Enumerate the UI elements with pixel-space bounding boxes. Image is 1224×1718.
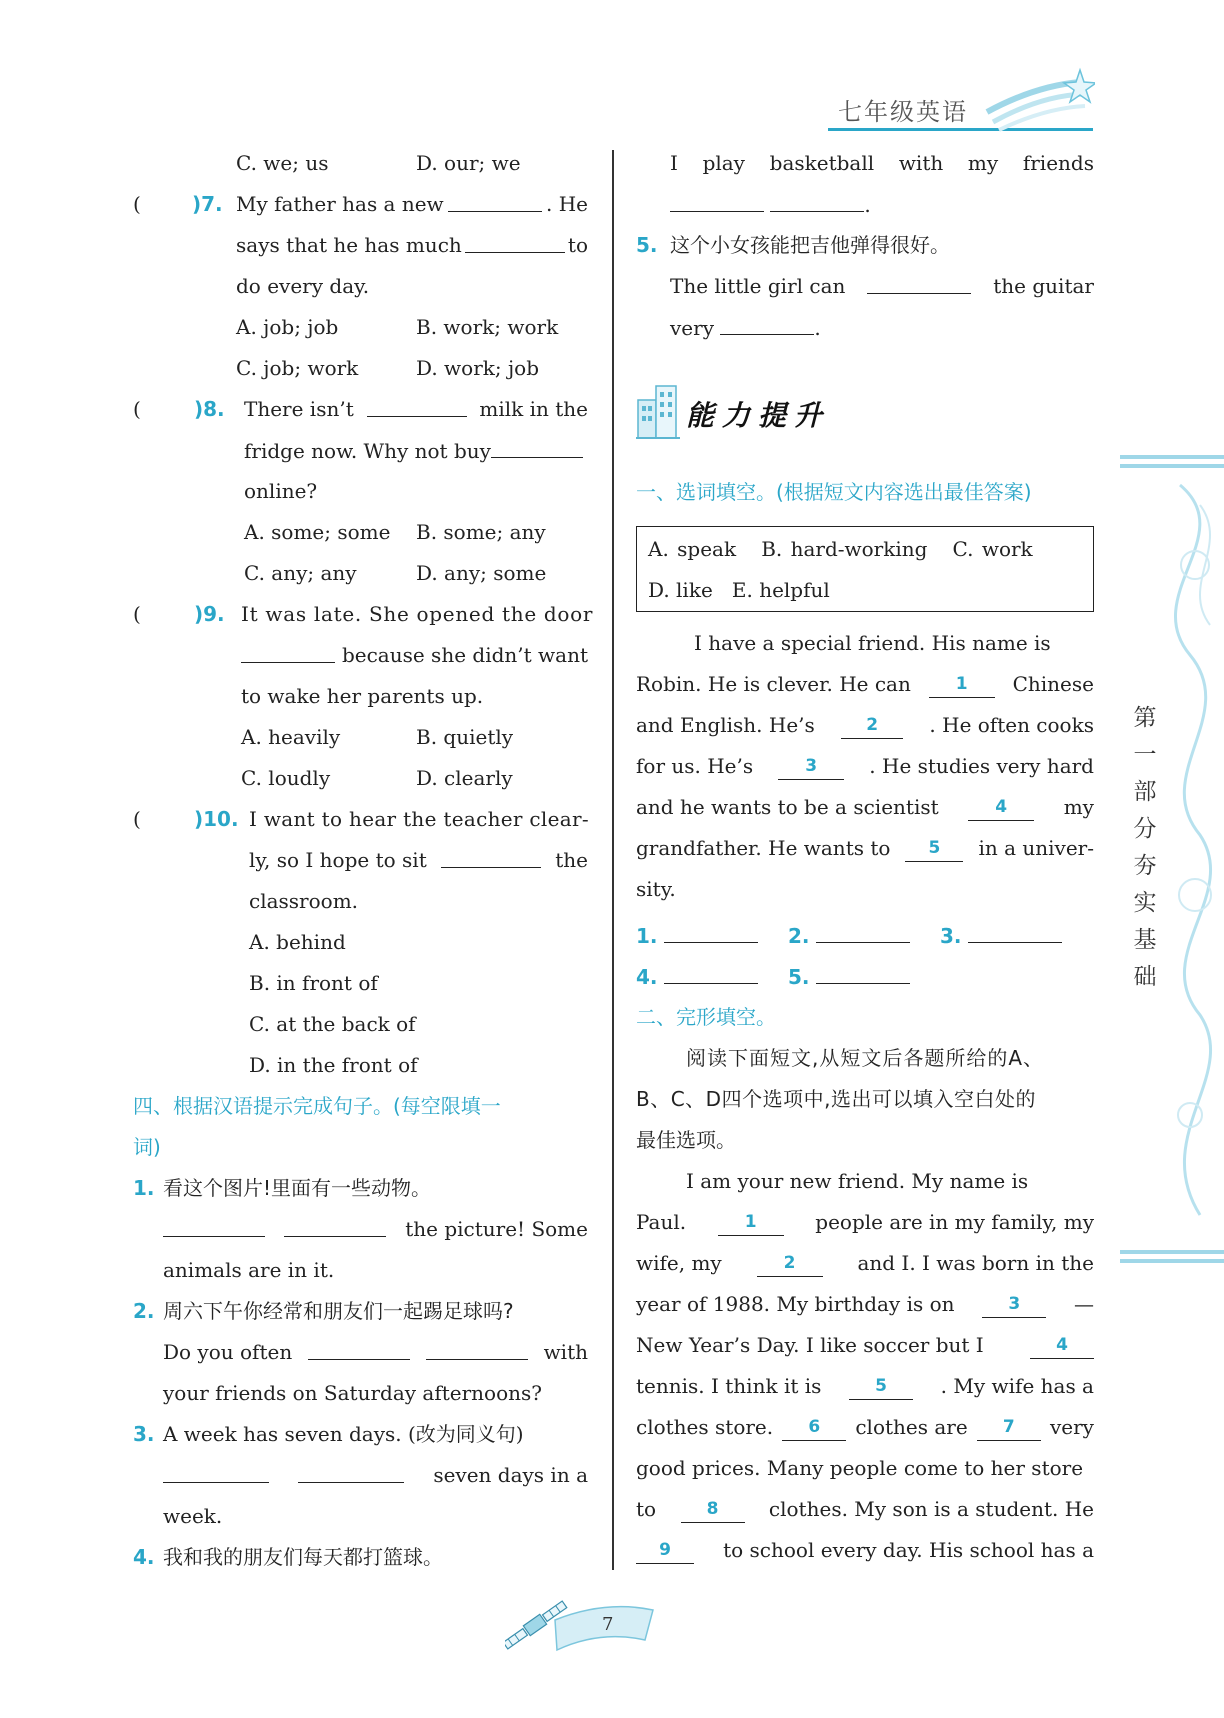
q10-bracket: ( bbox=[133, 807, 141, 831]
s4-english-line1: I play basketball with my friends bbox=[670, 151, 1094, 175]
q8-option-a: A. some; some bbox=[244, 520, 391, 544]
word-bank-line1: A. speak B. hard-working C. work bbox=[648, 537, 1033, 561]
ability-section-title: 能力提升 bbox=[686, 399, 831, 432]
part2-para-line2: Paul. 1 people are in my family, my bbox=[636, 1210, 1094, 1234]
q9-line2: because she didn’t want bbox=[241, 642, 588, 668]
column-divider bbox=[612, 150, 614, 1570]
part2-para-line9: to 8 clothes. My son is a student. He bbox=[636, 1497, 1094, 1521]
q8-line3: online? bbox=[244, 479, 318, 503]
q9-option-c: C. loudly bbox=[241, 766, 331, 790]
part1-answer-2: 2. bbox=[788, 922, 910, 949]
s4-english-line2: . bbox=[670, 191, 871, 218]
q10-line3: classroom. bbox=[249, 889, 359, 913]
q8-option-b: B. some; any bbox=[416, 520, 546, 544]
s2-chinese: 周六下午你经常和朋友们一起踢足球吗? bbox=[163, 1299, 514, 1323]
q9-option-a: A. heavily bbox=[241, 725, 341, 749]
q9-number: )9. bbox=[194, 602, 225, 626]
part1-para-line2: Robin. He is clever. He can 1 Chinese bbox=[636, 672, 1094, 696]
s3-number: 3. bbox=[133, 1422, 155, 1446]
shooting-star-icon bbox=[985, 66, 1095, 136]
s4-chinese: 我和我的朋友们每天都打篮球。 bbox=[163, 1545, 443, 1569]
q7-option-d: D. work; job bbox=[416, 356, 540, 380]
q9-line1: It was late. She opened the door bbox=[241, 602, 594, 626]
s3-prompt: A week has seven days. (改为同义句) bbox=[163, 1422, 524, 1446]
part2-intro-line1: 阅读下面短文,从短文后各题所给的A、 bbox=[686, 1046, 1045, 1070]
q8-number: )8. bbox=[194, 397, 225, 421]
q6-option-c: C. we; us bbox=[236, 151, 329, 175]
part1-answer-3: 3. bbox=[940, 922, 1062, 949]
q7-bracket: ( bbox=[133, 192, 141, 216]
part1-answer-4: 4. bbox=[636, 963, 758, 990]
q9-option-d: D. clearly bbox=[416, 766, 513, 790]
part1-answer-1: 1. bbox=[636, 922, 758, 949]
part2-para-line5: New Year’s Day. I like soccer but I 4 bbox=[636, 1332, 1094, 1359]
page-header-title: 七年级英语 bbox=[838, 98, 968, 126]
q8-bracket: ( bbox=[133, 397, 141, 421]
s2-line2: your friends on Saturday afternoons? bbox=[163, 1381, 542, 1405]
q7-option-c: C. job; work bbox=[236, 356, 359, 380]
side-tab-text: 第 一 部 分 夯 实 基 础 bbox=[1133, 705, 1157, 990]
q8-line1: There isn’t milk in the bbox=[244, 397, 588, 421]
q9-bracket: ( bbox=[133, 602, 141, 626]
q7-option-b: B. work; work bbox=[416, 315, 559, 339]
part2-para-line6: tennis. I think it is 5 . My wife has a bbox=[636, 1374, 1094, 1398]
q8-line2: fridge now. Why not buy bbox=[244, 437, 583, 464]
part1-heading: 一、选词填空。(根据短文内容选出最佳答案) bbox=[636, 480, 1032, 504]
q7-line1: My father has a new . He bbox=[236, 192, 588, 216]
q10-option-d: D. in the front of bbox=[249, 1053, 418, 1077]
s3-line1: seven days in a bbox=[163, 1462, 588, 1488]
q7-line3: do every day. bbox=[236, 274, 370, 298]
q8-option-c: C. any; any bbox=[244, 561, 357, 585]
s5-line1: The little girl can the guitar bbox=[670, 274, 1094, 298]
s1-chinese: 看这个图片!里面有一些动物。 bbox=[163, 1176, 432, 1200]
s4-number: 4. bbox=[133, 1545, 155, 1569]
part2-para-line10: 9 to school every day. His school has a bbox=[636, 1537, 1094, 1564]
q10-number: )10. bbox=[194, 807, 239, 831]
q9-line3: to wake her parents up. bbox=[241, 684, 484, 708]
page-number: 7 bbox=[602, 1614, 614, 1635]
part2-para-line4: year of 1988. My birthday is on 3 — bbox=[636, 1292, 1094, 1316]
q8-option-d: D. any; some bbox=[416, 561, 547, 585]
part2-intro-line2: B、C、D四个选项中,选出可以填入空白处的 bbox=[636, 1087, 1036, 1111]
q10-option-a: A. behind bbox=[249, 930, 346, 954]
q9-option-b: B. quietly bbox=[416, 725, 514, 749]
part2-intro-line3: 最佳选项。 bbox=[636, 1128, 736, 1152]
q7-line2: says that he has much to bbox=[236, 233, 588, 257]
q10-line1: I want to hear the teacher clear- bbox=[249, 807, 589, 831]
s1-number: 1. bbox=[133, 1176, 155, 1200]
part1-para-line1: I have a special friend. His name is bbox=[694, 631, 1051, 655]
part2-para-line1: I am your new friend. My name is bbox=[686, 1169, 1029, 1193]
s2-number: 2. bbox=[133, 1299, 155, 1323]
part2-heading: 二、完形填空。 bbox=[636, 1005, 776, 1029]
side-tab bbox=[1120, 455, 1224, 1275]
s5-number: 5. bbox=[636, 233, 658, 257]
part2-para-line8: good prices. Many people come to her store bbox=[636, 1456, 1084, 1480]
q10-option-b: B. in front of bbox=[249, 971, 378, 995]
s2-line1: Do you often with bbox=[163, 1340, 588, 1364]
s5-chinese: 这个小女孩能把吉他弹得很好。 bbox=[670, 233, 950, 257]
q7-option-a: A. job; job bbox=[236, 315, 339, 339]
s1-line1: the picture! Some bbox=[163, 1216, 588, 1242]
part1-para-line4: for us. He’s 3 . He studies very hard bbox=[636, 754, 1094, 778]
s3-line2: week. bbox=[163, 1504, 223, 1528]
q10-line2: ly, so I hope to sit the bbox=[249, 848, 588, 872]
part1-answer-5: 5. bbox=[788, 963, 910, 990]
section4-heading-cont: 词) bbox=[133, 1135, 161, 1159]
buildings-icon bbox=[636, 382, 680, 440]
s5-line2: very . bbox=[670, 316, 821, 340]
s1-line2: animals are in it. bbox=[163, 1258, 335, 1282]
section4-heading: 四、根据汉语提示完成句子。(每空限填一 bbox=[133, 1094, 501, 1118]
part1-para-line3: and English. He’s 2 . He often cooks bbox=[636, 713, 1094, 737]
part2-para-line3: wife, my 2 and I. I was born in the bbox=[636, 1251, 1094, 1275]
q7-number: )7. bbox=[192, 192, 223, 216]
satellite-icon bbox=[505, 1580, 655, 1670]
part1-para-line7: sity. bbox=[636, 877, 676, 901]
part1-para-line5: and he wants to be a scientist 4 my bbox=[636, 795, 1094, 819]
word-bank-line2: D. like E. helpful bbox=[648, 578, 830, 602]
part2-para-line7: clothes store. 6 clothes are 7 very bbox=[636, 1415, 1094, 1439]
q6-option-d: D. our; we bbox=[416, 151, 521, 175]
part1-para-line6: grandfather. He wants to 5 in a univer- bbox=[636, 836, 1094, 860]
q10-option-c: C. at the back of bbox=[249, 1012, 416, 1036]
